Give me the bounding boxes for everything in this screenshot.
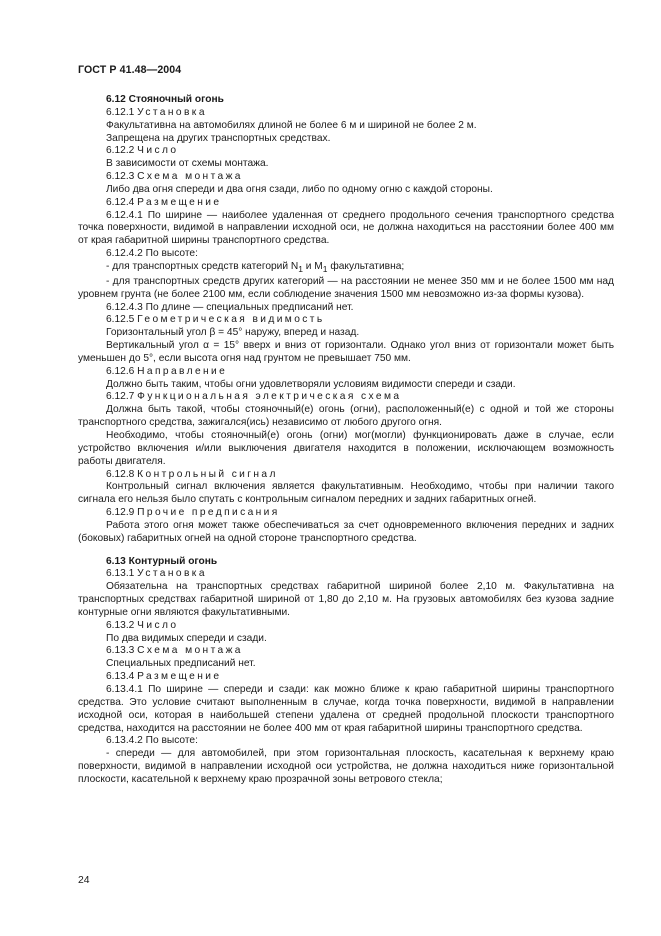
clause-number: 6.13.2 xyxy=(106,619,135,631)
clause-number: 6.13.4 xyxy=(106,671,135,683)
clause-number: 6.12.9 xyxy=(106,507,135,519)
paragraph: - для транспортных средств других категорий — на расстоянии не менее 350 мм и не более 1500 мм над уровнем грунта (не более 2100 мм, если соблюдение значения 1500 мм невозможно из-за формы кузова). xyxy=(78,275,614,300)
clause-heading: Число xyxy=(137,145,179,157)
clause-6-13-2 xyxy=(78,620,614,633)
paragraph: Факультативна на автомобилях длиной не более 6 м и шириной не более 2 м. xyxy=(106,119,477,131)
paragraph: Необходимо, чтобы стояночный(е) огонь (огни) мог(могли) функционировать даже в случае, если устройство включения и/или выключения двигателя находится в положении, исключающем возможность работы двигателя. xyxy=(78,429,614,467)
clause-6-12-5 xyxy=(78,314,614,327)
clause-heading: Геометрическая видимость xyxy=(137,314,325,326)
clause-heading: Прочие предписания xyxy=(137,507,280,519)
paragraph: - спереди — для автомобилей, при этом горизонтальная плоскость, касательная к верхнему краю поверхности, видимой в направлении исходной оси устройства, не должна находиться ниже горизонтальной плоскости, касательной к верхнему краю прозрачной зоны ветрового стекла; xyxy=(78,748,614,785)
section-title-6-12: 6.12 Стояночный огонь xyxy=(106,94,224,105)
clause-heading: Схема монтажа xyxy=(137,645,243,657)
clause-6-13-1 xyxy=(78,568,614,581)
clause-heading: Направление xyxy=(137,365,228,377)
clause-heading: Установка xyxy=(137,106,207,118)
paragraph: Специальных предписаний нет. xyxy=(106,658,256,670)
clause-6-12-1 xyxy=(78,107,614,120)
clause-number: 6.12.4 xyxy=(106,196,135,208)
clause-6-13-4 xyxy=(78,671,614,684)
paragraph: Запрещена на других транспортных средствах. xyxy=(106,132,331,144)
text-fragment: факультативна; xyxy=(327,260,405,272)
clause-6-12-6 xyxy=(78,366,614,379)
clause-6-13-3 xyxy=(78,645,614,658)
document-header: ГОСТ Р 41.48—2004 xyxy=(78,64,182,76)
paragraph: 6.12.4.2 По высоте: xyxy=(106,248,198,260)
page-number: 24 xyxy=(78,875,90,886)
clause-number: 6.13.3 xyxy=(106,645,135,657)
paragraph: Либо два огня спереди и два огня сзади, либо по одному огню с каждой стороны. xyxy=(106,183,493,195)
clause-number: 6.12.1 xyxy=(106,106,135,118)
paragraph: Горизонтальный угол β = 45° наружу, вперед и назад. xyxy=(106,327,360,339)
clause-number: 6.12.7 xyxy=(106,391,135,403)
clause-6-12-4 xyxy=(78,197,614,210)
clause-heading: Установка xyxy=(137,568,207,580)
subscript: 1 xyxy=(322,264,328,274)
paragraph: 6.13.4.1 По ширине — спереди и сзади: как можно ближе к краю габаритной ширины транспортного средства. Это условие считают выполненным в случае, когда точка поверхности, видимой в направлении исходной оси, которая в наибольшей степени удалена от средней продольной плоскости транспортного средства, находится на расстоянии не более 400 мм от края габаритной ширины транспортного средства. xyxy=(78,684,614,734)
clause-number: 6.12.8 xyxy=(106,468,135,480)
clause-heading: Функциональная электрическая схема xyxy=(137,391,402,403)
clause-6-12-3 xyxy=(78,171,614,184)
clause-number: 6.13.1 xyxy=(106,568,135,580)
subscript: 1 xyxy=(298,264,303,274)
clause-heading: Размещение xyxy=(137,671,222,683)
paragraph: 6.12.4.1 По ширине — наиболее удаленная от среднего продольного сечения транспортного средства точка поверхности, видимой в направлении исходной оси, не должна находиться на расстоянии более 400 мм от края габаритной ширины транспортного средства. xyxy=(78,209,614,247)
clause-heading: Контрольный сигнал xyxy=(137,468,278,480)
section-title-6-13: 6.13 Контурный огонь xyxy=(106,555,218,567)
clause-heading: Размещение xyxy=(137,196,222,208)
clause-number: 6.12.3 xyxy=(106,171,135,183)
paragraph: Работа этого огня может также обеспечиваться за счет одновременного включения передних и задних (боковых) габаритных огней на одной стороне транспортного средства. xyxy=(78,519,614,544)
paragraph: Вертикальный угол α = 15° вверх и вниз от горизонтали. Однако угол вниз от горизонтали может быть уменьшен до 5°, если высота огня над грунтом не превышает 750 мм. xyxy=(78,340,614,364)
paragraph: Должна быть такой, чтобы стояночный(е) огонь (огни), расположенный(е) с одной и той же стороны транспортного средства, зажигался(ись) независимо от любого другого огня. xyxy=(78,404,614,429)
paragraph: Должно быть таким, чтобы огни удовлетворяли условиям видимости спереди и сзади. xyxy=(106,378,516,390)
clause-6-12-9 xyxy=(78,507,614,520)
clause-6-12-7 xyxy=(78,391,614,404)
paragraph xyxy=(78,261,614,276)
document-body xyxy=(78,94,614,787)
text-fragment: и M xyxy=(302,260,323,272)
paragraph: В зависимости от схемы монтажа. xyxy=(106,158,269,170)
clause-6-12-2 xyxy=(78,145,614,158)
clause-6-12-8 xyxy=(78,469,614,482)
paragraph: 6.13.4.2 По высоте: xyxy=(106,735,198,747)
clause-number: 6.12.5 xyxy=(106,314,135,326)
clause-number: 6.12.6 xyxy=(106,365,135,377)
paragraph: Контрольный сигнал включения является факультативным. Необходимо, чтобы при наличии такого сигнала его нельзя было спутать с контрольным сигналом передних и задних габаритных огней. xyxy=(78,481,614,506)
text-fragment: - для транспортных средств категорий N xyxy=(106,260,299,272)
paragraph: По два видимых спереди и сзади. xyxy=(106,632,267,644)
paragraph: 6.12.4.3 По длине — специальных предписаний нет. xyxy=(106,301,354,313)
clause-heading: Схема монтажа xyxy=(137,171,243,183)
clause-number: 6.12.2 xyxy=(106,145,135,157)
paragraph: Обязательна на транспортных средствах габаритной шириной более 2,10 м. Факультативна на транспортных средствах габаритной шириной от 1,80 до 2,10 м. На грузовых автомобилях без кузова задние контурные огни являются факультативными. xyxy=(78,581,614,618)
clause-heading: Число xyxy=(137,619,179,631)
